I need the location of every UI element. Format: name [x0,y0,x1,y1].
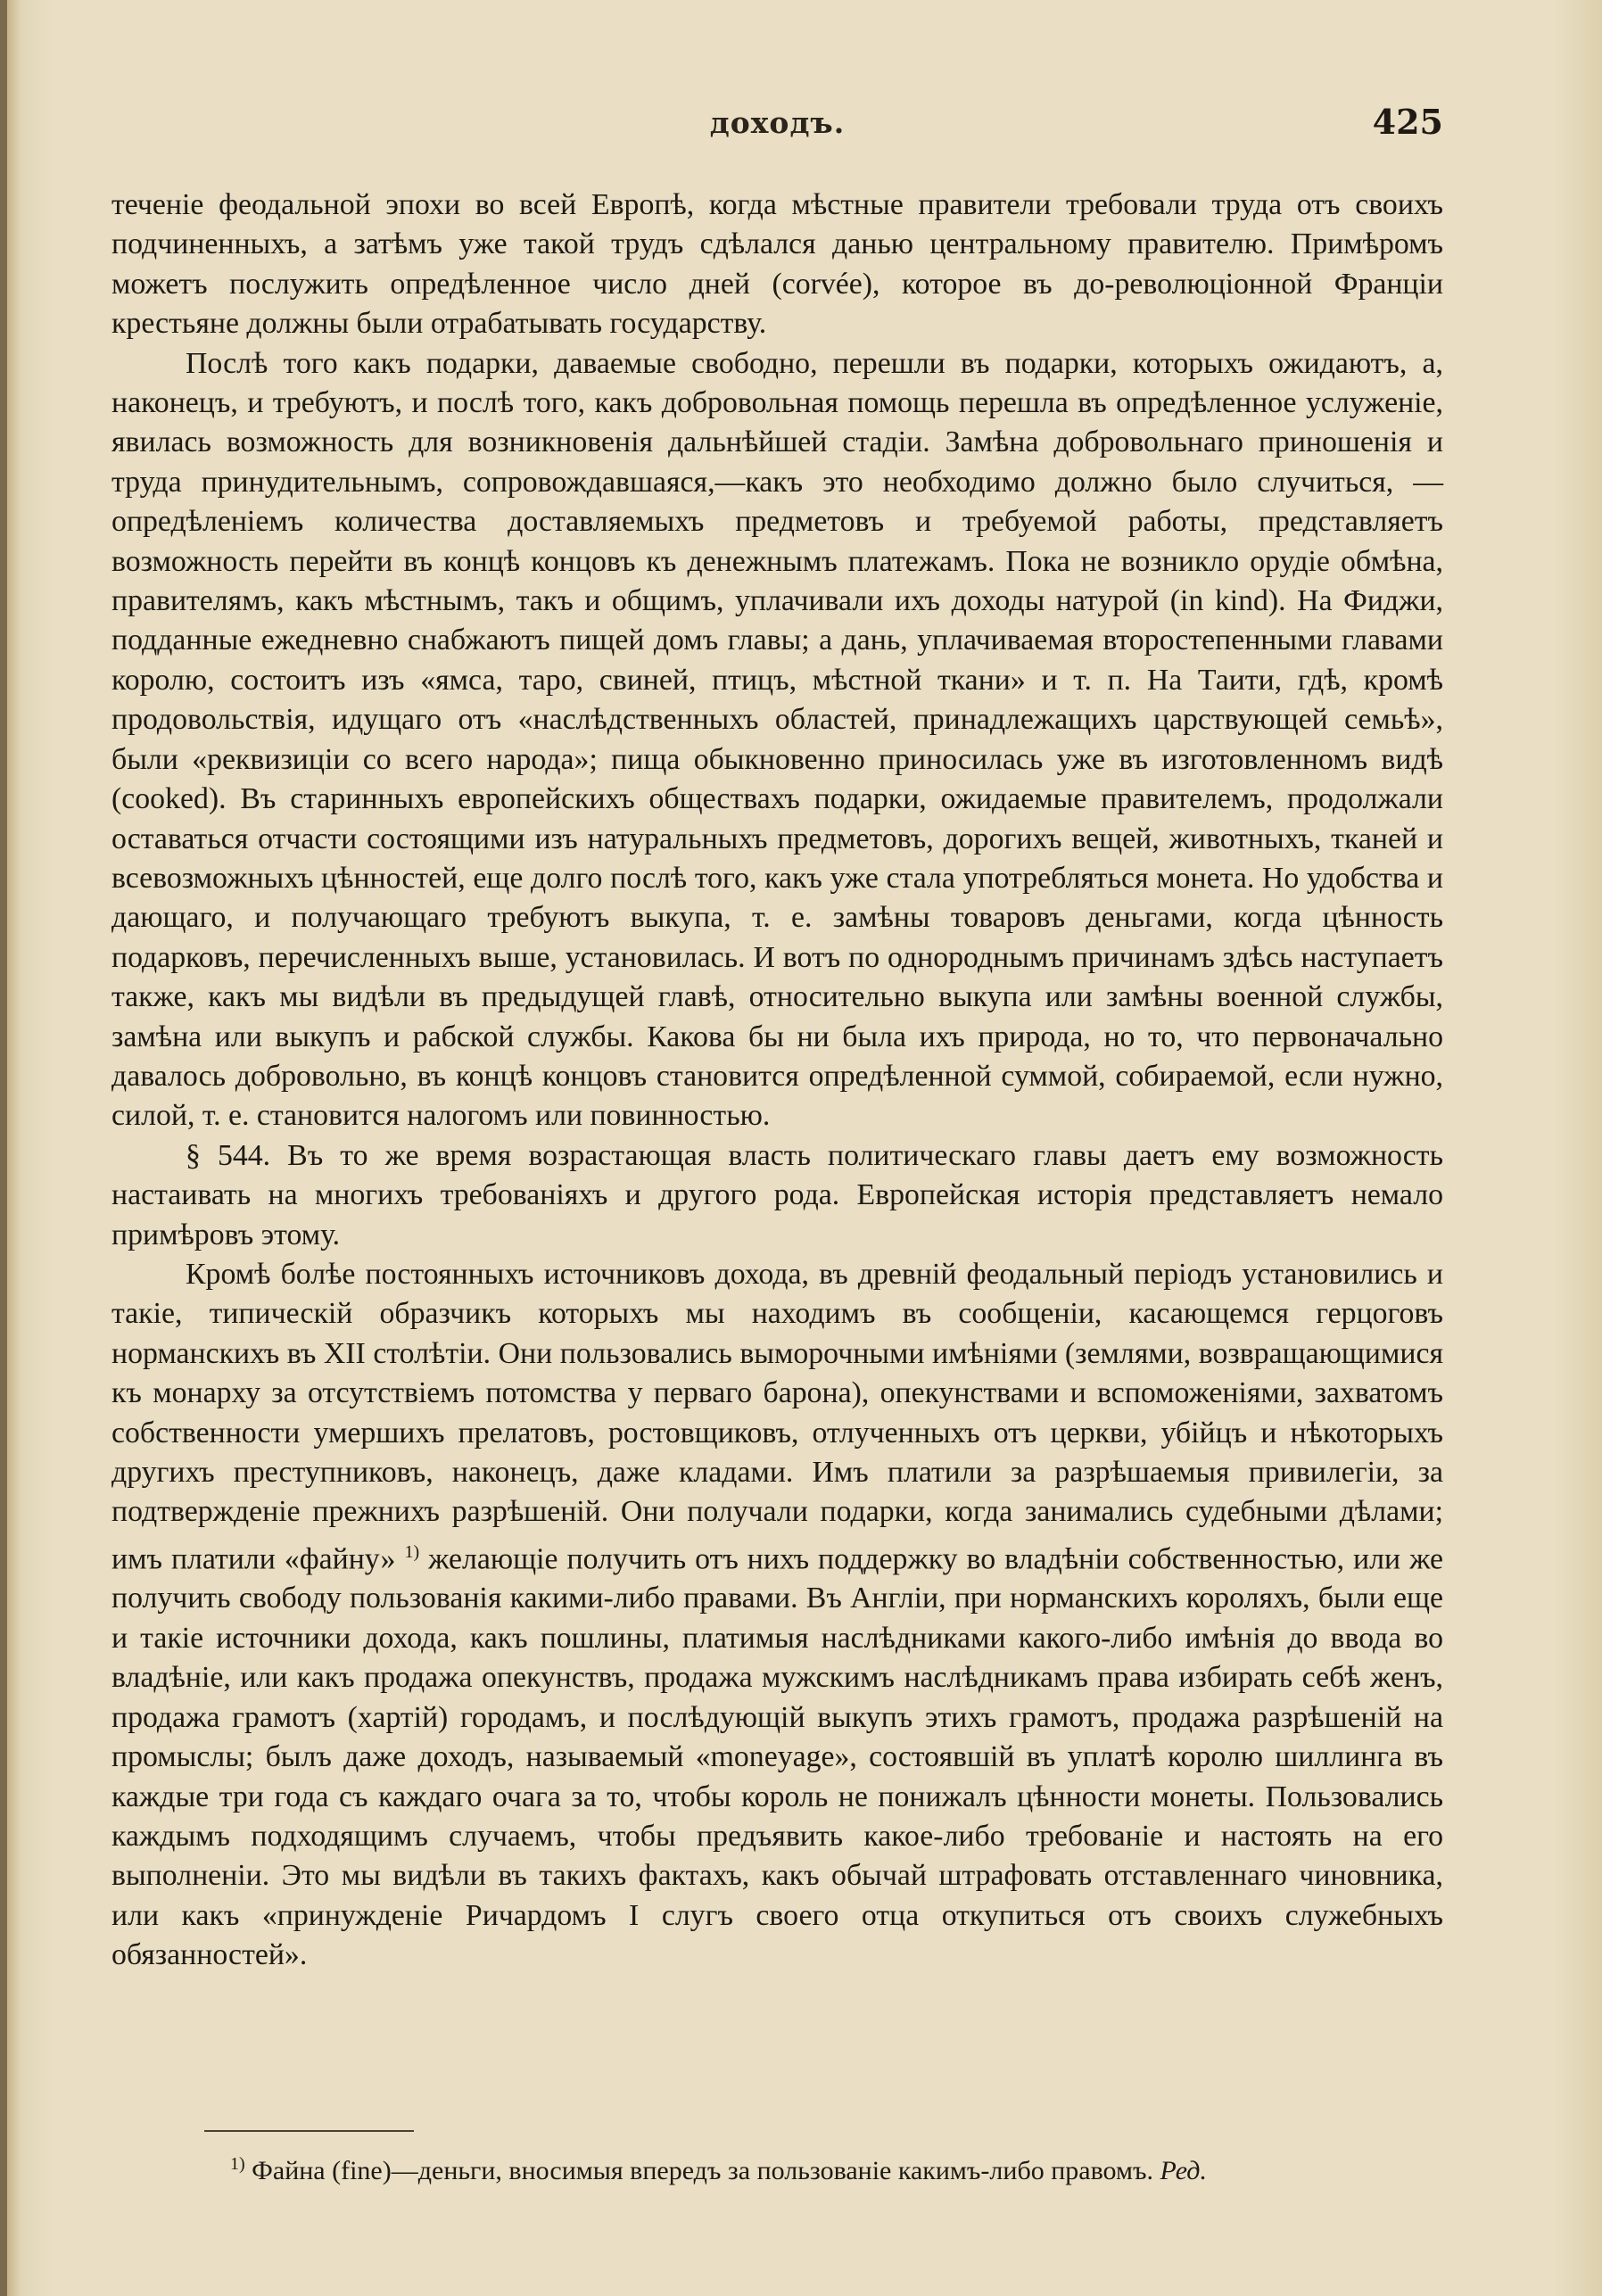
footnote-divider [204,2130,414,2132]
footnote-mark: 1) [230,2154,245,2174]
paragraph-section-544: § 544. Въ то же время возрастающая власть политическаго главы даетъ ему возможность настаивать на многихъ требованіяхъ и другого рода. Европейская исторія представляетъ немало примѣровъ этому. [111,1138,1443,1251]
page-number: 425 [1372,102,1443,142]
body-text [111,186,1443,1976]
paragraph-gifts-to-payments: Послѣ того какъ подарки, даваемые свободно, перешли въ подарки, которыхъ ожидаютъ, а, наконецъ, и требуютъ, и послѣ того, какъ добровольная помощь перешла въ опредѣленное услуженіе, явилась возможность для возникновенія дальнѣйшей стадіи. Замѣна добровольнаго приношенія и труда принудительнымъ, сопровождавшаяся,—какъ это необходимо должно было случиться, — опредѣленіемъ количества доставляемыхъ предметовъ и требуемой работы, представляетъ возможность перейти въ концѣ концовъ къ денежнымъ платежамъ. Пока не возникло орудіе обмѣна, правителямъ, какъ мѣстнымъ, такъ и общимъ, уплачивали ихъ доходы натурой (in kind). На Фиджи, подданные ежедневно снабжаютъ пищей домъ главы; а дань, уплачиваемая второстепенными главами королю, состоитъ изъ «ямса, таро, свиней, птицъ, мѣстной ткани» и т. п. На Таити, гдѣ, кромѣ продовольствія, идущаго отъ «наслѣдственныхъ областей, принадлежащихъ царствующей семьѣ», были «реквизиціи со всего народа»; пища обыкновенно приносилась уже въ изготовленномъ видѣ (cooked). Въ старинныхъ европейскихъ обществахъ подарки, ожидаемые правителемъ, продолжали оставаться отчасти состоящими изъ натуральныхъ предметовъ, дорогихъ вещей, животныхъ, тканей и всевозможныхъ цѣнностей, еще долго послѣ того, какъ уже стала употребляться монета. Но удобства и дающаго, и получающаго требуютъ выкупа, т. е. замѣны товаровъ деньгами, когда цѣнность подарковъ, перечисленныхъ выше, установилась. И вотъ по однороднымъ причинамъ здѣсь наступаетъ также, какъ мы видѣли въ предыдущей главѣ, относительно выкупа или замѣны военной службы, замѣна или выкупъ и рабской службы. Какова бы ни была ихъ природа, но то, что первоначально давалось добровольно, въ концѣ концовъ становится опредѣленной суммой, собираемой, если нужно, силой, т. е. становится налогомъ или повинностью. [111,346,1443,1133]
page-header [111,102,1443,150]
paragraph-feudal-revenues-part1: Кромѣ болѣе постоянныхъ источниковъ дохода, въ древній феодальный періодъ установились и такіе, типическій образчикъ которыхъ мы находимъ въ сообщеніи, касающемся герцоговъ норманскихъ въ XII столѣтіи. Они пользовались выморочными имѣніями (землями, возвращающимися къ монарху за отсутствіемъ потомства у перваго барона), опекунствами и вспоможеніями, захватомъ собственности умершихъ прелатовъ, ростовщиковъ, отлученныхъ отъ церкви, убійцъ и нѣкоторыхъ другихъ преступниковъ, наконецъ, даже кладами. Имъ платили за разрѣшаемыя привилегіи, за подтвержденіе прежнихъ разрѣшеній. Они получали подарки, когда занимались судебными дѣлами; имъ платили «файну» [111,1257,1443,1576]
paragraph-continuation: теченіе феодальной эпохи во всей Европѣ, когда мѣстные правители требовали труда отъ своихъ подчиненныхъ, а затѣмъ уже такой трудъ сдѣлался данью центральному правителю. Примѣромъ можетъ послужить опредѣленное число дней (corvée), которое въ до-революціонной Франціи крестьяне должны были отрабатывать государству. [111,188,1443,341]
paragraph-feudal-revenues [111,1255,1443,1976]
paragraph-feudal-revenues-part2: желающіе получить отъ нихъ поддержку во владѣніи собственностью, или же получить свободу пользованія какими-либо правами. Въ Англіи, при норманскихъ короляхъ, были еще и такіе источники дохода, какъ пошлины, платимыя наслѣдниками какого-либо имѣнія до ввода во владѣніе, или какъ продажа опекунствъ, продажа мужскимъ наслѣдникамъ права избирать себѣ женъ, продажа грамотъ (хартій) городамъ, и послѣдующій выкупъ этихъ грамотъ, продажа разрѣшеній на промыслы; былъ даже доходъ, называемый «moneyage», состоявшій въ уплатѣ королю шиллинга въ каждые три года съ каждаго очага за то, чтобы король не понижалъ цѣнности монеты. Пользовались каждымъ подходящимъ случаемъ, чтобы предъявить какое-либо требованіе и настоять на его выполненіи. Это мы видѣли въ такихъ фактахъ, какъ обычай штрафовать отставленнаго чиновника, или какъ «принужденіе Ричардомъ I слугъ своего отца откупиться отъ своихъ служебныхъ обязанностей». [111,1542,1443,1972]
footnote-text: Файна (fine)—деньги, вносимыя впередъ за пользованіе какимъ-либо правомъ. [244,2156,1153,2185]
footnote [230,2148,1443,2187]
footnote-reference: 1) [404,1541,420,1562]
footnote-editor-note: Ред. [1160,2156,1207,2185]
page-binding-edge [0,0,7,2296]
running-title: доходъ. [709,105,846,140]
